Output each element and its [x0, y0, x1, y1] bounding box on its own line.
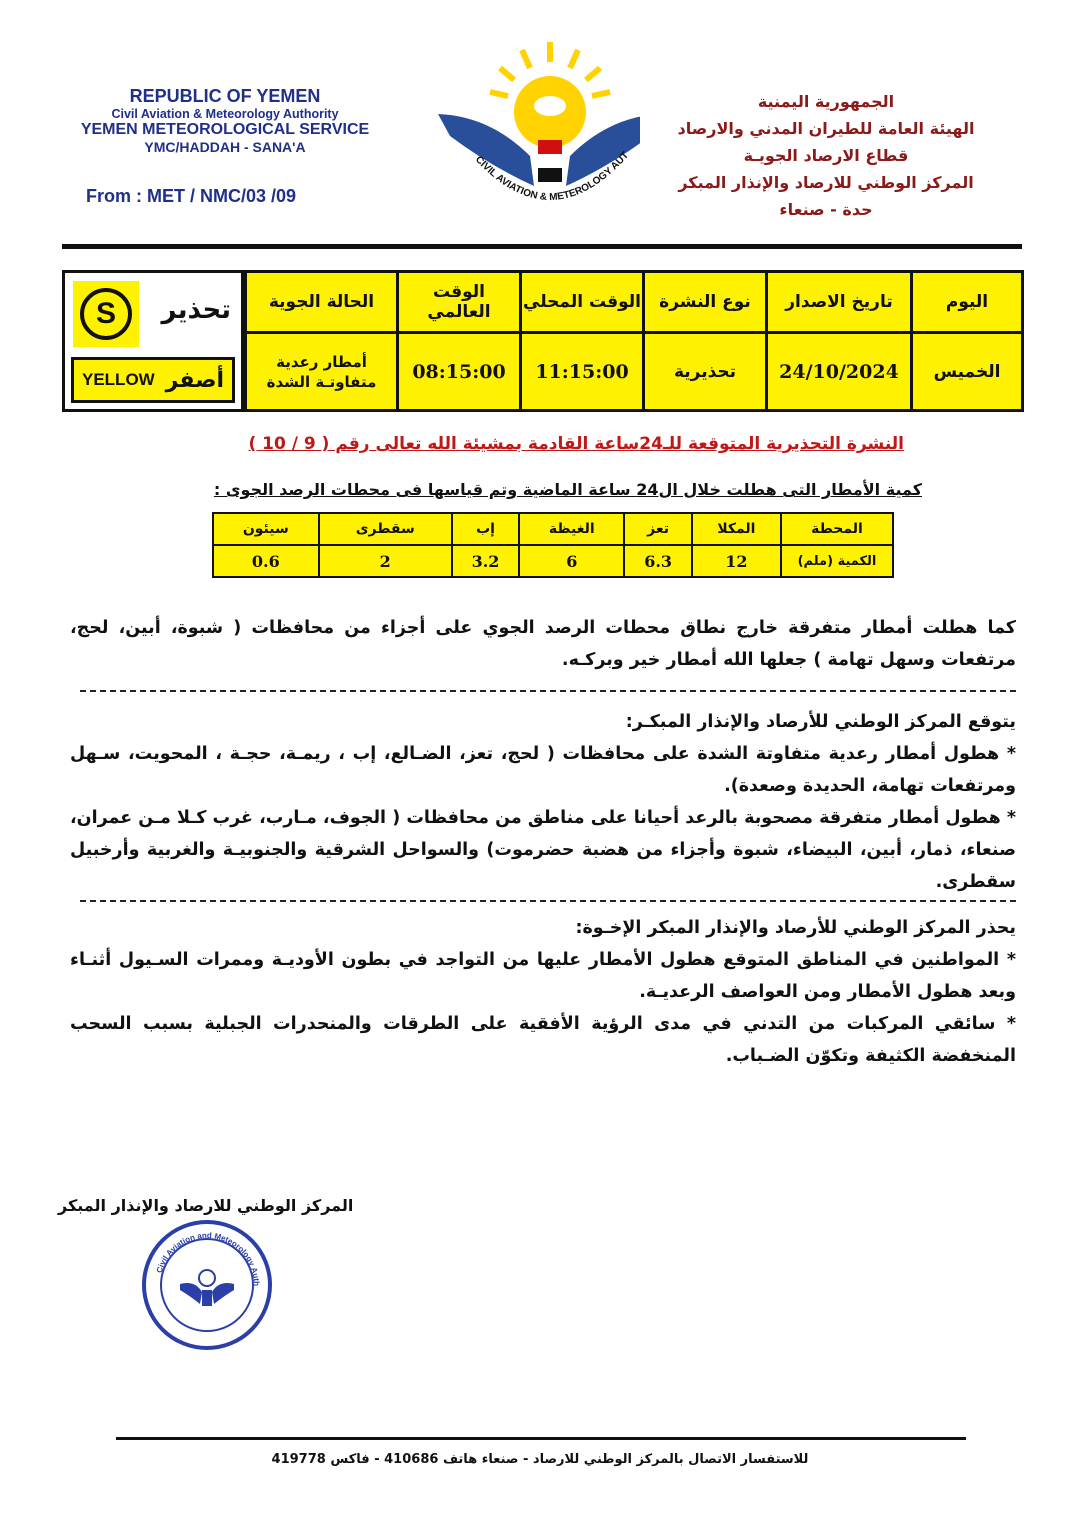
warning-level-ar: أصفر	[165, 367, 224, 393]
header-ar-line-5: حدة - صنعاء	[779, 200, 873, 219]
bulletin-info-table	[244, 270, 1024, 412]
rain-amount-6: 0.6	[213, 545, 319, 577]
warning-item-2: * سائقي المركبات من التدني في مدى الرؤية الأفقية على الطرقات والمنحدرات الجبلية بسبب السحب المنخفضة الكثيفة وتكوّن الضـباب.	[70, 1014, 1016, 1066]
header-arabic	[646, 88, 1006, 223]
rain-amount-2: 6.3	[624, 545, 691, 577]
header-ar-line-1: الجمهورية اليمنية	[757, 92, 895, 111]
rain-station-3: الغيظة	[519, 513, 624, 545]
warning-title: يحذر المركز الوطني للأرصاد والإنذار المبكر الإخـوة:	[575, 918, 1016, 938]
dashed-divider-2	[80, 900, 1016, 902]
value-utc-time: 08:15:00	[398, 333, 521, 411]
header-ar-line-2: الهيئة العامة للطيران المدني والارصاد	[677, 119, 975, 138]
footer-divider	[116, 1437, 966, 1440]
forecast-section	[70, 706, 1016, 898]
from-reference: From : MET / NMC/03 /09	[86, 186, 297, 206]
value-local-time: 11:15:00	[521, 333, 644, 411]
rain-station-5: سقطرى	[319, 513, 452, 545]
warning-level-box	[62, 270, 244, 412]
warning-symbol-icon: S	[73, 281, 139, 347]
header-ar-line-4: المركز الوطني للارصاد والإنذار المبكر	[678, 173, 974, 192]
authority-logo	[430, 36, 640, 226]
header-en-line-3: YEMEN METEOROLOGICAL SERVICE	[80, 121, 370, 138]
header-utc-time: الوقت العالمي	[398, 272, 521, 333]
svg-text:Civil Aviation and Meteorology	[140, 1218, 261, 1286]
forecast-title: يتوقع المركز الوطني للأرصاد والإنذار المبكـر:	[625, 712, 1016, 732]
rain-station-1: المكلا	[692, 513, 781, 545]
forecast-item-2: * هطول أمطار متفرقة مصحوبة بالرعد أحيانا على مناطق من محافظات ( الجوف، مـارب، غرب كـلا مـن عمران، صنعاء، ذمار، أبين، البيضاء، شبوة وأجزاء من هضبة حضرموت) والسواحل الشرقية والجنوبيـة والغربية وأرخبيل سقطرى.	[70, 808, 1016, 892]
value-day: الخميس	[912, 333, 1023, 411]
header-en-line-2: Civil Aviation & Meteorology Authority	[111, 107, 339, 121]
warning-item-1: * المواطنين في المناطق المتوقع هطول الأمطار عليها من التواجد في بطون الأوديـة وممرات السـيول أثنـاء وبعد هطول الأمطار ومن العواصف الرعديـة.	[70, 950, 1016, 1002]
rain-amount-1: 12	[692, 545, 781, 577]
official-stamp	[140, 1218, 274, 1352]
rain-station-2: تعز	[624, 513, 691, 545]
rain-header-station: المحطة	[781, 513, 893, 545]
rainfall-table	[212, 512, 894, 578]
header-weather-condition: الحالة الجوية	[246, 272, 398, 333]
warning-level-en: YELLOW	[82, 370, 155, 389]
warning-level-bar	[71, 357, 235, 403]
warning-section	[70, 912, 1016, 1072]
stamp-text: Civil Aviation and Meteorology Auth	[154, 1230, 262, 1287]
rain-amount-5: 2	[319, 545, 452, 577]
header-divider	[62, 244, 1022, 249]
header-local-time: الوقت المحلي	[521, 272, 644, 333]
header-bulletin-type: نوع النشرة	[644, 272, 767, 333]
rain-header-amount: الكمية (ملم)	[781, 545, 893, 577]
footer-contact: للاستفسار الاتصال بالمركز الوطني للارصاد - صنعاء هاتف 410686 - فاكس 419778	[271, 1452, 809, 1467]
value-bulletin-type: تحذيرية	[644, 333, 767, 411]
header-day: اليوم	[912, 272, 1023, 333]
rain-station-4: إب	[452, 513, 519, 545]
rainfall-title: كمية الأمطار التى هطلت خلال ال24 ساعة الماضية وتم قياسها فى محطات الرصد الجوى :	[213, 480, 922, 499]
header-english	[60, 86, 390, 155]
dashed-divider-1	[80, 690, 1016, 692]
bulletin-subtitle: النشرة التحذيرية المتوقعة للـ24ساعة القادمة بمشيئة الله تعالى رقم ( 9 / 10 )	[248, 434, 904, 454]
paragraph-scattered-rain: كما هطلت أمطار متفرقة خارج نطاق محطات الرصد الجوي على أجزاء من محافظات ( شبوة، أبين، لحج، مرتفعات وسهل تهامة ) جعلها الله أمطار خير وبركـه.	[70, 618, 1016, 670]
header-ar-line-3: قطاع الارصاد الجويـة	[743, 146, 909, 165]
rain-station-6: سيئون	[213, 513, 319, 545]
rain-amount-3: 6	[519, 545, 624, 577]
header-en-line-4: YMC/HADDAH - SANA'A	[144, 139, 306, 155]
header-issue-date: تاريخ الاصدار	[767, 272, 912, 333]
rain-amount-4: 3.2	[452, 545, 519, 577]
value-weather-condition: أمطار رعدية متفاوتـة الشدة	[246, 333, 398, 411]
value-issue-date: 24/10/2024	[767, 333, 912, 411]
logo-arc-text: CIVIL AVIATION & METEROLOGY AUT	[472, 150, 632, 204]
header-en-line-1: REPUBLIC OF YEMEN	[129, 86, 321, 106]
forecast-item-1: * هطول أمطار رعدية متفاوتة الشدة على محافظات ( لحج، تعز، الضـالع، إب ، ريمـة، حجـة ، المحويت، سـهل ومرتفعات تهامة، الحديدة وصعدة).	[70, 744, 1016, 796]
bulletin-block	[62, 270, 1024, 412]
warning-label: تحذير	[161, 295, 231, 325]
signature-label: المركز الوطني للارصاد والإنذار المبكر	[58, 1196, 354, 1215]
